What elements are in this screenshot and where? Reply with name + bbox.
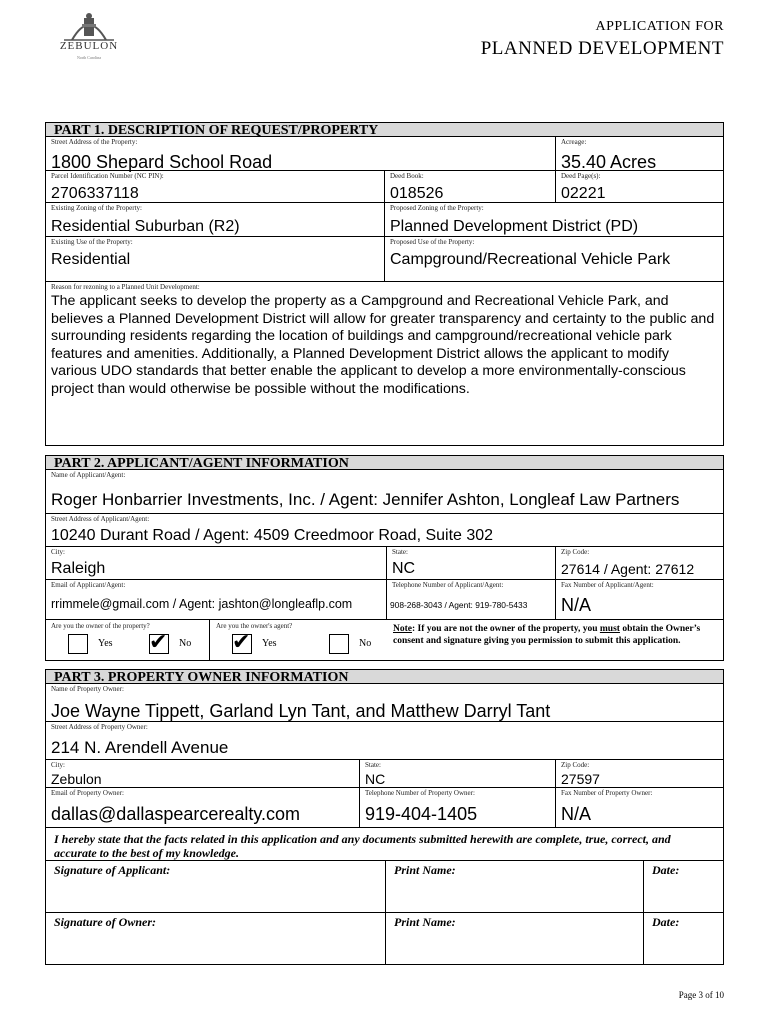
proposed-zoning-label: Proposed Zoning of the Property: bbox=[390, 204, 484, 212]
applicant-state-value: NC bbox=[392, 560, 416, 577]
header-line-1: APPLICATION FOR bbox=[595, 19, 724, 34]
applicant-fax-label: Fax Number of Applicant/Agent: bbox=[561, 581, 654, 589]
applicant-city-value: Raleigh bbox=[51, 560, 106, 577]
zoning-field[interactable] bbox=[46, 203, 384, 237]
use-label: Existing Use of the Property: bbox=[51, 238, 133, 246]
street-value: 1800 Shepard School Road bbox=[51, 152, 273, 172]
applicant-signature-label: Signature of Applicant: bbox=[54, 863, 171, 877]
applicant-street-label: Street Address of Applicant/Agent: bbox=[51, 515, 150, 523]
question-divider bbox=[209, 620, 210, 660]
owner-phone-value: 919-404-1405 bbox=[365, 804, 478, 824]
owner-city-value: Zebulon bbox=[51, 771, 102, 787]
reason-label: Reason for rezoning to a Planned Unit Development: bbox=[51, 283, 200, 291]
deed-page-value: 02221 bbox=[561, 185, 606, 202]
street-label: Street Address of the Property: bbox=[51, 138, 138, 146]
owner-no-label: No bbox=[179, 638, 192, 649]
owner-phone-field[interactable] bbox=[359, 788, 555, 828]
owner-no-checkbox[interactable] bbox=[149, 630, 169, 655]
part1-title: PART 1. DESCRIPTION OF REQUEST/PROPERTY bbox=[46, 123, 723, 137]
note-must: must bbox=[599, 624, 620, 634]
owner-street-field[interactable] bbox=[46, 722, 723, 760]
acreage-field[interactable] bbox=[555, 137, 723, 171]
deed-book-field[interactable] bbox=[384, 171, 555, 203]
street-field[interactable] bbox=[46, 137, 555, 171]
deed-page-label: Deed Page(s): bbox=[561, 172, 601, 180]
owner-state-label: State: bbox=[365, 761, 381, 769]
applicant-name-field[interactable] bbox=[46, 470, 723, 514]
owner-phone-label: Telephone Number of Property Owner: bbox=[365, 789, 475, 797]
zoning-label: Existing Zoning of the Property: bbox=[51, 204, 142, 212]
owner-email-field[interactable] bbox=[46, 788, 359, 828]
reason-text: The applicant seeks to develop the property as a Campground and Recreational Vehicle Park, and believes a Planned Development District will allow for greater transparency and certainty to the public and surrounding residents regarding the location of buildings and campground/recreational vehicle park features and amenities. Additionally, a Planned Development District allows the applicant to modify various UDO standards that better enable the applicant to develop a more environmentally-conscious project than would otherwise be possible without the modifications. bbox=[51, 293, 715, 397]
owner-question: Are you the owner of the property? bbox=[51, 622, 150, 630]
owner-print-name-label: Print Name: bbox=[394, 915, 456, 929]
part3-section bbox=[45, 669, 724, 965]
applicant-phone-value: 908-268-3043 / Agent: 919-780-5433 bbox=[390, 600, 528, 610]
owner-name-label: Name of Property Owner: bbox=[51, 685, 124, 693]
logo-wordmark: ZEBULON bbox=[59, 40, 119, 52]
note-prefix: Note bbox=[393, 624, 412, 634]
owner-zip-label: Zip Code: bbox=[561, 761, 590, 769]
applicant-state-label: State: bbox=[392, 548, 408, 556]
owner-name-value: Joe Wayne Tippett, Garland Lyn Tant, and Matthew Darryl Tant bbox=[51, 701, 551, 721]
note-text-a: : If you are not the owner of the property, you bbox=[412, 624, 600, 634]
town-logo bbox=[54, 10, 124, 66]
part1-section bbox=[45, 122, 724, 446]
owner-name-field[interactable] bbox=[46, 684, 723, 722]
applicant-date-label: Date: bbox=[652, 863, 680, 877]
owner-signature-field[interactable] bbox=[46, 913, 385, 964]
certification-statement: I hereby state that the facts related in this application and any documents submitted herewith are complete, true, correct, and accurate to the best of my knowledge. bbox=[54, 832, 671, 860]
agent-question: Are you the owner's agent? bbox=[216, 622, 293, 630]
owner-state-field[interactable] bbox=[359, 760, 555, 788]
owner-yes-checkbox[interactable] bbox=[68, 634, 88, 654]
agent-yes-label: Yes bbox=[262, 638, 277, 649]
owner-fax-label: Fax Number of Property Owner: bbox=[561, 789, 653, 797]
owner-print-name-field[interactable] bbox=[385, 913, 643, 964]
owner-state-value: NC bbox=[365, 771, 386, 787]
applicant-fax-field[interactable] bbox=[555, 580, 723, 620]
pin-field[interactable] bbox=[46, 171, 384, 203]
checkmark-icon: ✔ bbox=[232, 630, 251, 655]
proposed-use-field[interactable] bbox=[384, 237, 723, 282]
part2-section bbox=[45, 455, 724, 661]
reason-field[interactable] bbox=[46, 282, 723, 445]
owner-email-label: Email of Property Owner: bbox=[51, 789, 124, 797]
applicant-zip-label: Zip Code: bbox=[561, 548, 590, 556]
agent-no-label: No bbox=[359, 638, 372, 649]
owner-street-value: 214 N. Arendell Avenue bbox=[51, 738, 229, 757]
applicant-street-value: 10240 Durant Road / Agent: 4509 Creedmoor Road, Suite 302 bbox=[51, 527, 494, 544]
note-text-b: obtain the Owner’s consent and signature giving you permission to submit this application. bbox=[393, 624, 701, 646]
owner-email-value: dallas@dallaspearcerealty.com bbox=[51, 804, 301, 824]
applicant-name-value: Roger Honbarrier Investments, Inc. / Agent: Jennifer Ashton, Longleaf Law Partners bbox=[51, 490, 680, 509]
applicant-zip-value: 27614 / Agent: 27612 bbox=[561, 561, 695, 577]
owner-fax-value: N/A bbox=[561, 804, 592, 824]
proposed-zoning-field[interactable] bbox=[384, 203, 723, 237]
applicant-name-label: Name of Applicant/Agent: bbox=[51, 471, 126, 479]
pin-label: Parcel Identification Number (NC PIN): bbox=[51, 172, 164, 180]
applicant-email-value: rrimmele@gmail.com / Agent: jashton@longleaflp.com bbox=[51, 597, 353, 611]
applicant-city-field[interactable] bbox=[46, 547, 386, 580]
owner-agent-questions bbox=[46, 620, 386, 660]
acreage-value: 35.40 Acres bbox=[561, 152, 657, 172]
owner-zip-value: 27597 bbox=[561, 771, 600, 787]
applicant-state-field[interactable] bbox=[386, 547, 555, 580]
zoning-value: Residential Suburban (R2) bbox=[51, 218, 240, 235]
applicant-date-field[interactable] bbox=[643, 860, 723, 913]
applicant-zip-field[interactable] bbox=[555, 547, 723, 580]
applicant-email-label: Email of Applicant/Agent: bbox=[51, 581, 126, 589]
agent-no-checkbox[interactable] bbox=[329, 634, 349, 654]
proposed-use-value: Campground/Recreational Vehicle Park bbox=[390, 251, 671, 268]
checkmark-icon: ✔ bbox=[149, 630, 168, 655]
pin-value: 2706337118 bbox=[51, 185, 139, 202]
proposed-zoning-value: Planned Development District (PD) bbox=[390, 218, 639, 235]
acreage-label: Acreage: bbox=[561, 138, 587, 146]
owner-yes-label: Yes bbox=[98, 638, 113, 649]
deed-book-label: Deed Book: bbox=[390, 172, 424, 180]
use-value: Residential bbox=[51, 251, 131, 268]
owner-fax-field[interactable] bbox=[555, 788, 723, 828]
applicant-street-field[interactable] bbox=[46, 514, 723, 547]
header-line-2: PLANNED DEVELOPMENT bbox=[480, 38, 724, 59]
deed-page-field[interactable] bbox=[555, 171, 723, 203]
owner-street-label: Street Address of Property Owner: bbox=[51, 723, 148, 731]
owner-city-field[interactable] bbox=[46, 760, 359, 788]
owner-consent-note bbox=[393, 623, 718, 647]
deed-book-value: 018526 bbox=[390, 185, 444, 202]
applicant-print-name-label: Print Name: bbox=[394, 863, 456, 877]
owner-signature-label: Signature of Owner: bbox=[54, 915, 157, 929]
applicant-print-name-field[interactable] bbox=[385, 860, 643, 913]
owner-date-label: Date: bbox=[652, 915, 680, 929]
applicant-phone-label: Telephone Number of Applicant/Agent: bbox=[392, 581, 504, 589]
proposed-use-label: Proposed Use of the Property: bbox=[390, 238, 475, 246]
agent-yes-checkbox[interactable] bbox=[232, 630, 252, 655]
applicant-phone-field[interactable] bbox=[386, 580, 555, 620]
town-seal-icon bbox=[54, 10, 124, 42]
applicant-signature-field[interactable] bbox=[46, 860, 385, 913]
owner-zip-field[interactable] bbox=[555, 760, 723, 788]
owner-city-label: City: bbox=[51, 761, 66, 769]
logo-subtitle: North Carolina bbox=[76, 55, 102, 60]
applicant-email-field[interactable] bbox=[46, 580, 386, 620]
page-number: Page 3 of 10 bbox=[678, 990, 724, 1000]
applicant-city-label: City: bbox=[51, 548, 66, 556]
part3-title: PART 3. PROPERTY OWNER INFORMATION bbox=[46, 670, 723, 684]
applicant-fax-value: N/A bbox=[561, 595, 592, 615]
part2-title: PART 2. APPLICANT/AGENT INFORMATION bbox=[46, 456, 723, 470]
owner-date-field[interactable] bbox=[643, 913, 723, 964]
use-field[interactable] bbox=[46, 237, 384, 282]
